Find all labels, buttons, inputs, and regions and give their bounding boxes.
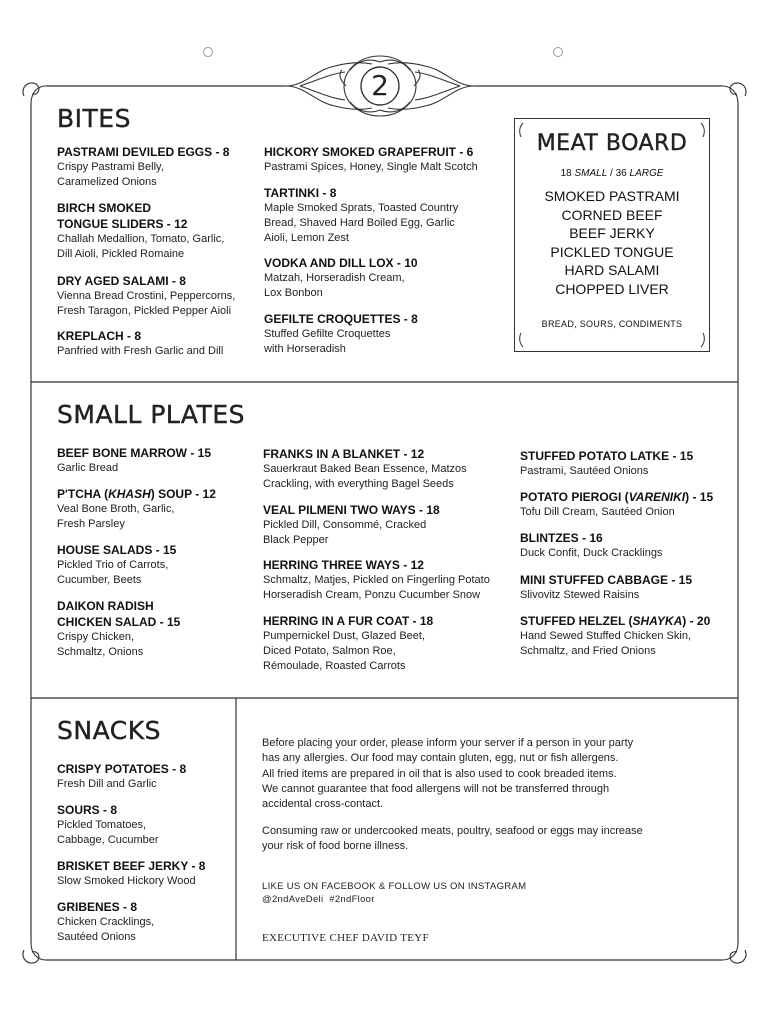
menu-item: HERRING THREE WAYS - 12 Schmaltz, Matjes, Pickled on Fingerling Potato Horseradish Cream, Ponzu Cucumber Snow (263, 558, 490, 601)
menu-item: BLINTZES - 16 Duck Confit, Duck Cracklings (520, 531, 663, 559)
menu-item: MINI STUFFED CABBAGE - 15 Slivovitz Stewed Raisins (520, 573, 693, 601)
executive-chef: EXECUTIVE CHEF DAVID TEYF (262, 932, 429, 944)
instagram-handle[interactable]: @2ndAveDeli (262, 894, 324, 905)
social-line: LIKE US ON FACEBOOK & FOLLOW US ON INSTAGRAM (262, 881, 527, 892)
allergy-notice: Before placing your order, please inform your server if a person in your party has any allergies. Our food may contain gluten, egg, nut or fish allergens. All fried items are prepared in oil that is also used to cook breaded items. We cannot guarantee that food allergens will not be transferred through accidental cross-contact. (262, 737, 634, 811)
menu-item: HICKORY SMOKED GRAPEFRUIT - 6 Pastrami Spices, Honey, Single Malt Scotch (264, 145, 478, 173)
meat-board-title: MEAT BOARD (536, 131, 688, 156)
bites-title: BITES (57, 104, 131, 133)
social-links (262, 880, 526, 906)
list-item: SMOKED PASTRAMI (544, 188, 680, 204)
menu-item: CRISPY POTATOES - 8 Fresh Dill and Garlic (57, 762, 187, 790)
list-item: PICKLED TONGUE (550, 243, 674, 260)
menu-item: KREPLACH - 8 Panfried with Fresh Garlic and Dill (57, 329, 224, 357)
small-plates-title: SMALL PLATES (57, 400, 246, 429)
menu-item: POTATO PIEROGI (VARENIKI) - 15 Tofu Dill Cream, Sautéed Onion (520, 490, 714, 518)
list-item: CHOPPED LIVER (555, 280, 669, 297)
menu-item: DAIKON RADISH CHICKEN SALAD - 15 Crispy Chicken, Schmaltz, Onions (57, 599, 181, 658)
meat-board-box (514, 118, 710, 352)
menu-item: GRIBENES - 8 Chicken Cracklings, Sautéed Onions (57, 900, 155, 943)
meat-board-footer: BREAD, SOURS, CONDIMENTS (541, 319, 683, 329)
list-item: HARD SALAMI (564, 262, 660, 278)
hashtag[interactable]: #2ndFloor (329, 894, 375, 905)
menu-item: VEAL PILMENI TWO WAYS - 18 Pickled Dill, Consommé, Cracked Black Pepper (263, 503, 440, 546)
menu-item: BEEF BONE MARROW - 15 Garlic Bread (57, 446, 212, 474)
menu-item: DRY AGED SALAMI - 8 Vienna Bread Crostini, Peppercorns, Fresh Taragon, Pickled Pepper Aioli (57, 274, 236, 317)
menu-item: VODKA AND DILL LOX - 10 Matzah, Horseradish Cream, Lox Bonbon (264, 256, 418, 299)
menu-item: PASTRAMI DEVILED EGGS - 8 Crispy Pastrami Belly, Caramelized Onions (57, 145, 230, 188)
menu-item: STUFFED HELZEL (SHAYKA) - 20 Hand Sewed Stuffed Chicken Skin, Schmaltz, and Fried Onions (520, 614, 711, 657)
list-item: BEEF JERKY (569, 225, 655, 241)
list-item: CORNED BEEF (561, 206, 663, 223)
menu-item: HERRING IN A FUR COAT - 18 Pumpernickel Dust, Glazed Beet, Diced Potato, Salmon Roe, Rémoulade, Roasted Carrots (263, 614, 434, 672)
menu-item: HOUSE SALADS - 15 Pickled Trio of Carrots, Cucumber, Beets (57, 543, 177, 586)
meat-board-sizes: 18 SMALL / 36 LARGE (560, 168, 664, 179)
menu-item: BIRCH SMOKED TONGUE SLIDERS - 12 Challah Medallion, Tomato, Garlic, Dill Aioli, Pickled Romaine (57, 201, 225, 260)
snacks-title: SNACKS (57, 716, 161, 745)
menu-item: P'TCHA (KHASH) SOUP - 12 Veal Bone Broth, Garlic, Fresh Parsley (57, 487, 216, 530)
menu-item: STUFFED POTATO LATKE - 15 Pastrami, Sautéed Onions (520, 449, 694, 477)
menu-item: BRISKET BEEF JERKY - 8 Slow Smoked Hickory Wood (57, 859, 206, 887)
meat-board-corners (515, 119, 709, 351)
menu-item: TARTINKI - 8 Maple Smoked Sprats, Toasted Country Bread, Shaved Hard Boiled Egg, Garlic Aioli, Lemon Zest (264, 186, 459, 244)
menu-item: FRANKS IN A BLANKET - 12 Sauerkraut Baked Bean Essence, Matzos Crackling, with everything Bagel Seeds (263, 447, 467, 490)
menu-item: SOURS - 8 Pickled Tomatoes, Cabbage, Cucumber (57, 803, 159, 846)
raw-food-notice: Consuming raw or undercooked meats, poultry, seafood or eggs may increase your risk of food borne illness. (262, 825, 643, 853)
menu-item: GEFILTE CROQUETTES - 8 Stuffed Gefilte Croquettes with Horseradish (264, 312, 418, 355)
page-number: 2 (371, 69, 389, 102)
